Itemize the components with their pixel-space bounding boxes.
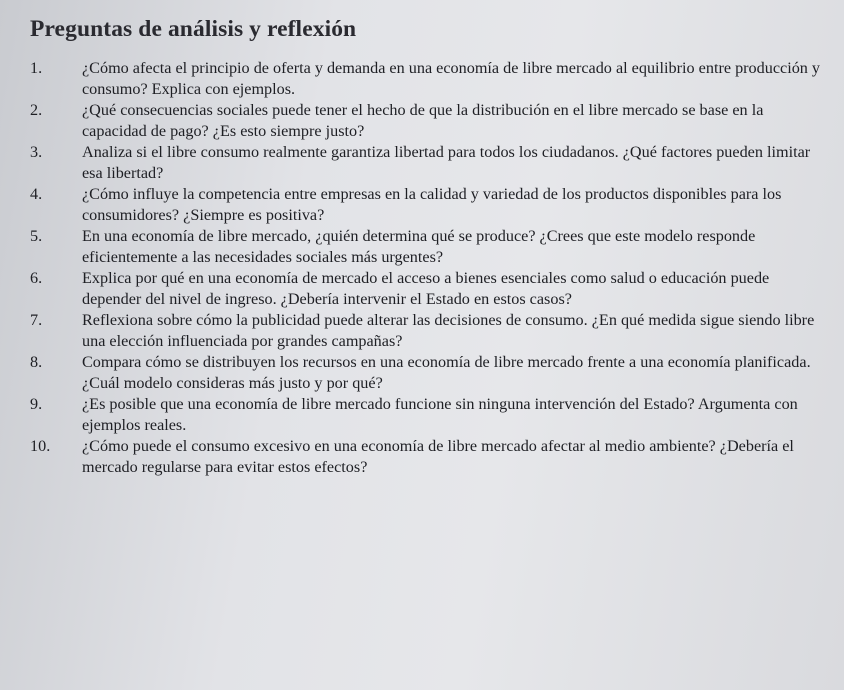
question-number: 5. — [30, 227, 43, 245]
question-text: Reflexiona sobre cómo la publicidad puede alterar las decisiones de consumo. ¿En qué medida sigue siendo libre una elección influenciada por grandes campañas? — [82, 311, 815, 350]
question-item — [30, 142, 824, 184]
question-text: Analiza si el libre consumo realmente garantiza libertad para todos los ciudadanos. ¿Qué factores pueden limitar esa libertad? — [82, 143, 811, 182]
question-item — [30, 352, 824, 394]
question-number: 2. — [30, 101, 43, 119]
question-item — [30, 310, 824, 352]
question-item — [30, 268, 824, 310]
question-item — [30, 184, 824, 226]
question-item — [30, 100, 824, 142]
question-number: 7. — [30, 311, 43, 329]
question-item — [30, 394, 824, 436]
question-number: 8. — [30, 353, 43, 371]
question-number: 4. — [30, 185, 43, 203]
question-text: ¿Cómo influye la competencia entre empresas en la calidad y variedad de los productos disponibles para los consumidores? ¿Siempre es positiva? — [82, 185, 782, 224]
question-item — [30, 58, 824, 100]
question-text: Compara cómo se distribuyen los recursos en una economía de libre mercado frente a una economía planificada. ¿Cuál modelo consideras más justo y por qué? — [82, 353, 811, 392]
question-number: 3. — [30, 143, 43, 161]
question-text: ¿Cómo puede el consumo excesivo en una economía de libre mercado afectar al medio ambiente? ¿Debería el mercado regularse para evitar estos efectos? — [82, 437, 794, 476]
question-text: Explica por qué en una economía de mercado el acceso a bienes esenciales como salud o educación puede depender del nivel de ingreso. ¿Debería intervenir el Estado en estos casos? — [82, 269, 770, 308]
question-text: En una economía de libre mercado, ¿quién determina qué se produce? ¿Crees que este modelo responde eficientemente a las necesidades sociales más urgentes? — [82, 227, 756, 266]
page-title: Preguntas de análisis y reflexión — [30, 16, 357, 42]
question-text: ¿Cómo afecta el principio de oferta y demanda en una economía de libre mercado al equilibrio entre producción y consumo? Explica con ejemplos. — [82, 59, 821, 98]
question-list — [30, 58, 824, 478]
question-number: 6. — [30, 269, 43, 287]
question-number: 10. — [30, 437, 51, 455]
question-item — [30, 436, 824, 478]
question-text: ¿Qué consecuencias sociales puede tener el hecho de que la distribución en el libre mercado se base en la capacidad de pago? ¿Es esto siempre justo? — [82, 101, 764, 140]
question-number: 9. — [30, 395, 43, 413]
question-number: 1. — [30, 59, 43, 77]
question-text: ¿Es posible que una economía de libre mercado funcione sin ninguna intervención del Estado? Argumenta con ejemplos reales. — [82, 395, 798, 434]
question-item — [30, 226, 824, 268]
